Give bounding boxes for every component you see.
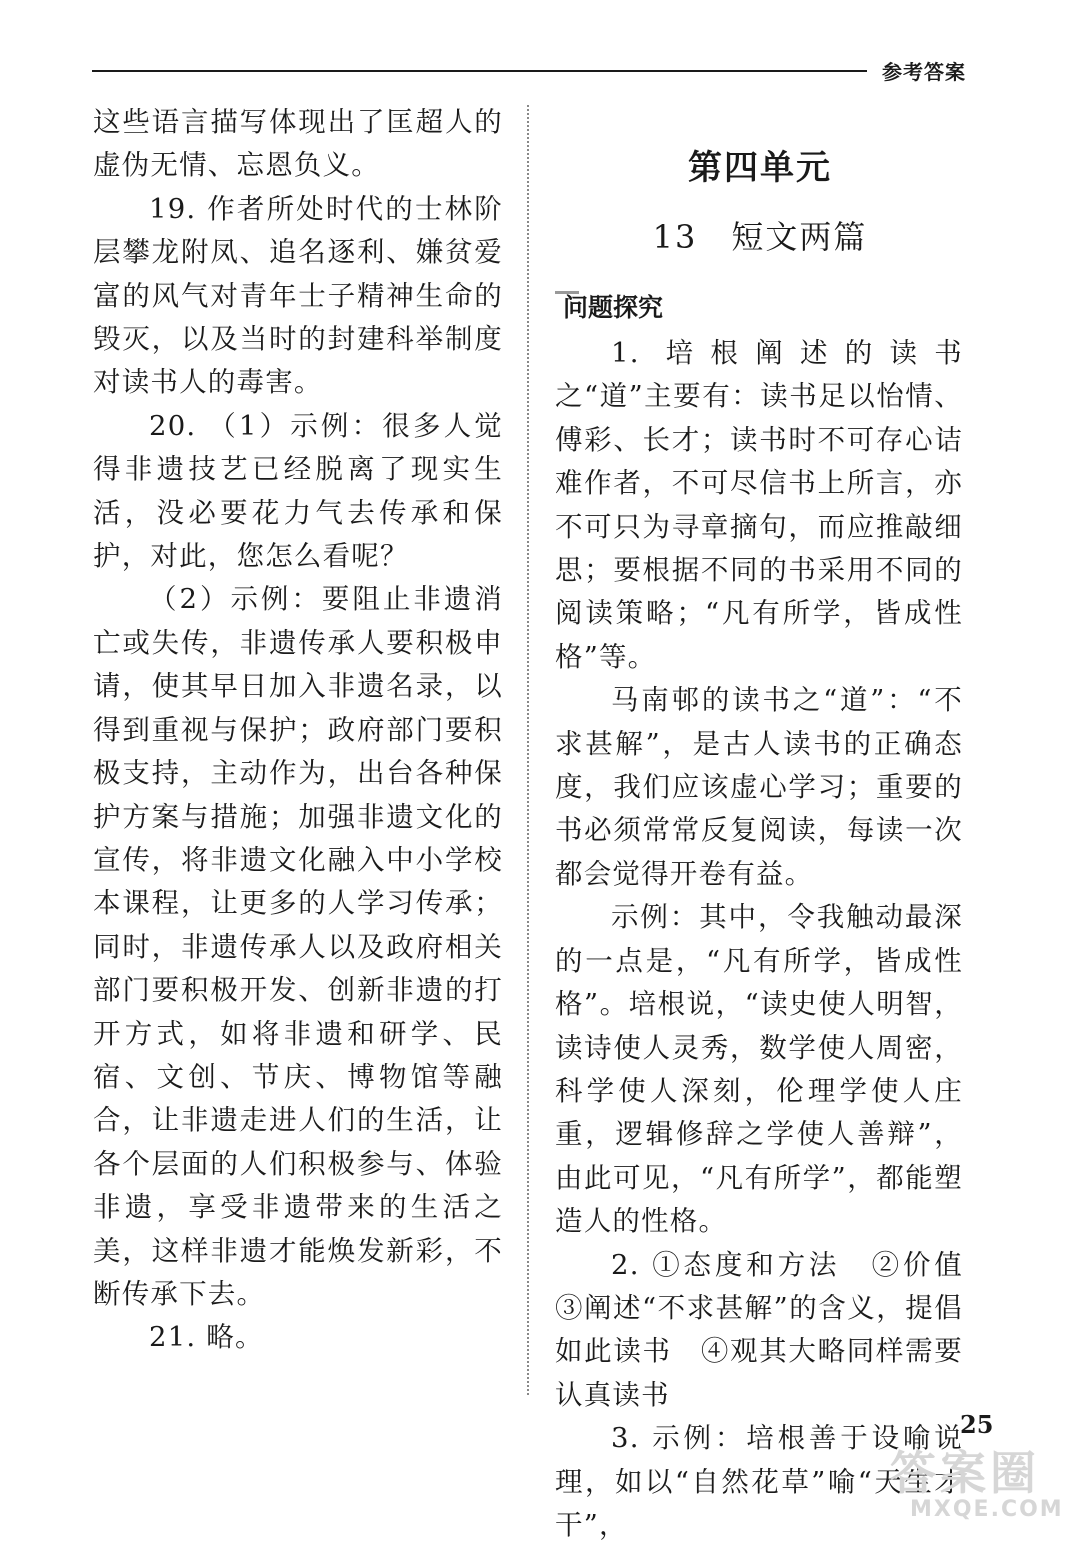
column-divider (527, 105, 529, 1395)
left-paragraph-continuation: 这些语言描写体现出了匡超人的虚伪无情、忘恩负义。 (93, 106, 503, 182)
left-paragraph-answer-19: 19. 作者所处时代的士林阶层攀龙附凤、追名逐利、嫌贫爱富的风气对青年士子精神生命的毁灭，以及当时的封建科举制度对读书人的毒害。 (93, 192, 503, 399)
left-paragraph-answer-20-1: 20. （1）示例：很多人觉得非遗技艺已经脱离了现实生活，没必要花力气去传承和保护，对此，您怎么看呢？ (93, 409, 503, 573)
page-number: 25 (960, 1410, 994, 1439)
unit-title: 第四单元 (688, 148, 832, 188)
right-paragraph-answer-3: 3. 示例：培根善于设喻说理，如以“自然花草”喻“天生才干”， (555, 1422, 963, 1541)
section-title: 问题探究 (563, 293, 664, 322)
right-paragraph-answer-2: 2. ①态度和方法 ②价值 ③阐述“不求甚解”的含义，提倡如此读书 ④观其大略同样需要认真读书 (555, 1248, 992, 1411)
watermark-line2: MXQE.COM (910, 1497, 1064, 1522)
right-paragraph-ma-nancun: 马南邨的读书之“道”：“不求甚解”，是古人读书的正确态度，我们应该虚心学习；重要的书必须常常反复阅读，每读一次都会觉得开卷有益。 (555, 684, 963, 890)
right-paragraph-example: 示例：其中，令我触动最深的一点是，“凡有所学，皆成性格”。培根说，“读史使人明智，读诗使人灵秀，数学使人周密，科学使人深刻，伦理学使人庄重，逻辑修辞之学使人善辩”，由此可见，“凡有所学”，都能塑造人的性格。 (555, 901, 963, 1238)
header-section-label: 参考答案 (882, 60, 966, 84)
right-paragraph-answer-1: 1. 培根阐述的读书之“道”主要有：读书足以怡情、傅彩、长才；读书时不可存心诘难作者，不可尽信书上所言，亦不可只为寻章摘句，而应推敲细思；要根据不同的书采用不同的阅读策略；“凡有所学，皆成性格”等。 (555, 337, 963, 673)
watermark-logo (890, 1448, 1065, 1528)
left-paragraph-answer-20-2: （2）示例：要阻止非遗消亡或失传，非遗传承人要积极申请，使其早日加入非遗名录，以得到重视与保护；政府部门要积极支持，主动作为，出台各种保护方案与措施；加强非遗文化的宣传，将非遗文化融入中小学校本课程，让更多的人学习传承；同时，非遗传承人以及政府相关部门要积极开发、创新非遗的打开方式，如将非遗和研学、民宿、文创、节庆、博物馆等融合，让非遗走进人们的生活，让各个层面的人们积极参与、体验非遗，享受非遗带来的生活之美，这样非遗才能焕发新彩，不断传承下去。 (93, 583, 503, 1310)
left-column (93, 101, 503, 1360)
lesson-title: 13 短文两篇 (652, 218, 868, 256)
left-paragraph-answer-21: 21. 略。 (149, 1321, 264, 1354)
header-rule (92, 70, 867, 72)
watermark-line1: 答案圈 (890, 1448, 1040, 1500)
